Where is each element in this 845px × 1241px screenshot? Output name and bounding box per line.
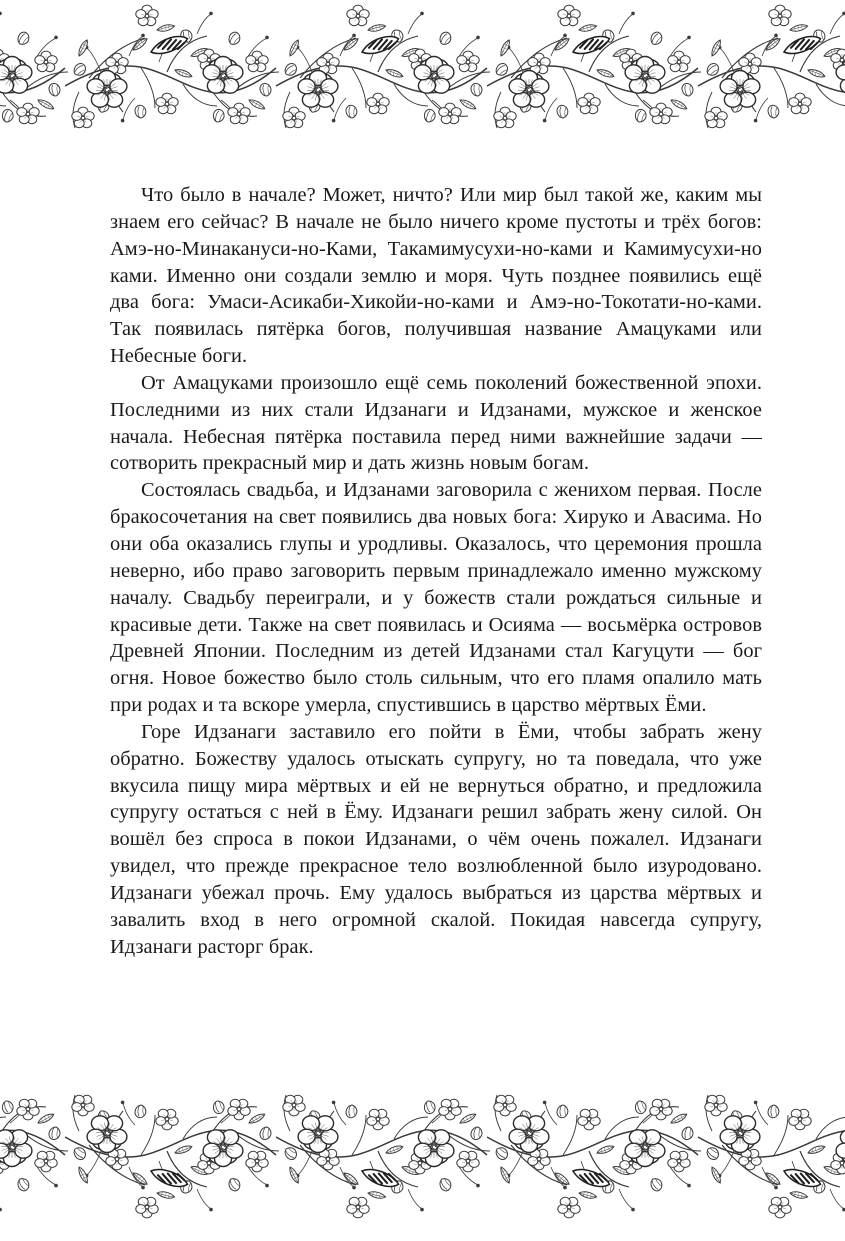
floral-border-top-svg: [0, 0, 845, 132]
floral-border-bottom-svg: [0, 1091, 845, 1241]
floral-border-top-inner: [0, 0, 845, 132]
paragraph-3: Состоялась свадьба, и Идзанами заговорила с женихом первая. После бракосочетания на свет появились два новых бога: Хируко и Авасима. Но они оба оказались глупы и уродливы. Оказалось, что церемония прошла неверно, ибо право заговорить первым принадлежало именно мужскому началу. Свадьбу переиграли, и у божеств стали рождаться сильные и красивые дети. Также на свет появилась и Осияма — восьмёрка островов Древней Японии. Последним из детей Идзанами стал Кагуцути — бог огня. Новое божество было столь сильным, что его пламя опалило мать при родах и та вскоре умерла, спустившись в царство мёртвых Ёми.: [110, 479, 762, 717]
paragraph-2: От Амацуками произошло ещё семь поколений божественной эпохи. Последними из них стали Идзанаги и Идзанами, мужское и женское начала. Небесная пятёрка поставила перед ними важнейшие задачи — сотворить прекрасный мир и дать жизнь новым богам.: [110, 371, 762, 475]
floral-border-bottom: [0, 1091, 845, 1241]
paragraph-4: Горе Идзанаги заставило его пойти в Ёми, чтобы забрать жену обратно. Божеству удалось отыскать супругу, но та поведала, что уже вкусила пищу мира мёртвых и ей не вернуться обратно, и предложила супругу остаться с ней в Ёму. Идзанаги решил забрать жену силой. Он вошёл без спроса в покои Идзанами, о чём очень пожалел. Идзанаги увидел, что прежде прекрасное тело возлюбленной было изуродовано. Идзанаги убежал прочь. Ему удалось выбраться из царства мёртвых и завалить вход в него огромной скалой. Покидая навсегда супругу, Идзанаги расторг брак.: [110, 720, 762, 958]
floral-border-top: [0, 0, 845, 132]
page-text-body: [110, 182, 762, 960]
floral-border-bottom-inner: [0, 1091, 845, 1241]
paragraph-1: Что было в начале? Может, ничто? Или мир был такой же, каким мы знаем его сейчас? В начале не было ничего кроме пустоты и трёх богов: Амэ-но-Минакануси-но-Ками, Такамимусухи-но-ками и Камимусухи-но ками. Именно они создали землю и моря. Чуть позднее появились ещё два бога: Умаси-Асикаби-Хикойи-но-ками и Амэ-но-Токотати-но-ками. Так появилась пятёрка богов, получившая название Амацуками или Небесные боги.: [110, 184, 762, 368]
floral-vine-repeat: [0, 5, 845, 128]
